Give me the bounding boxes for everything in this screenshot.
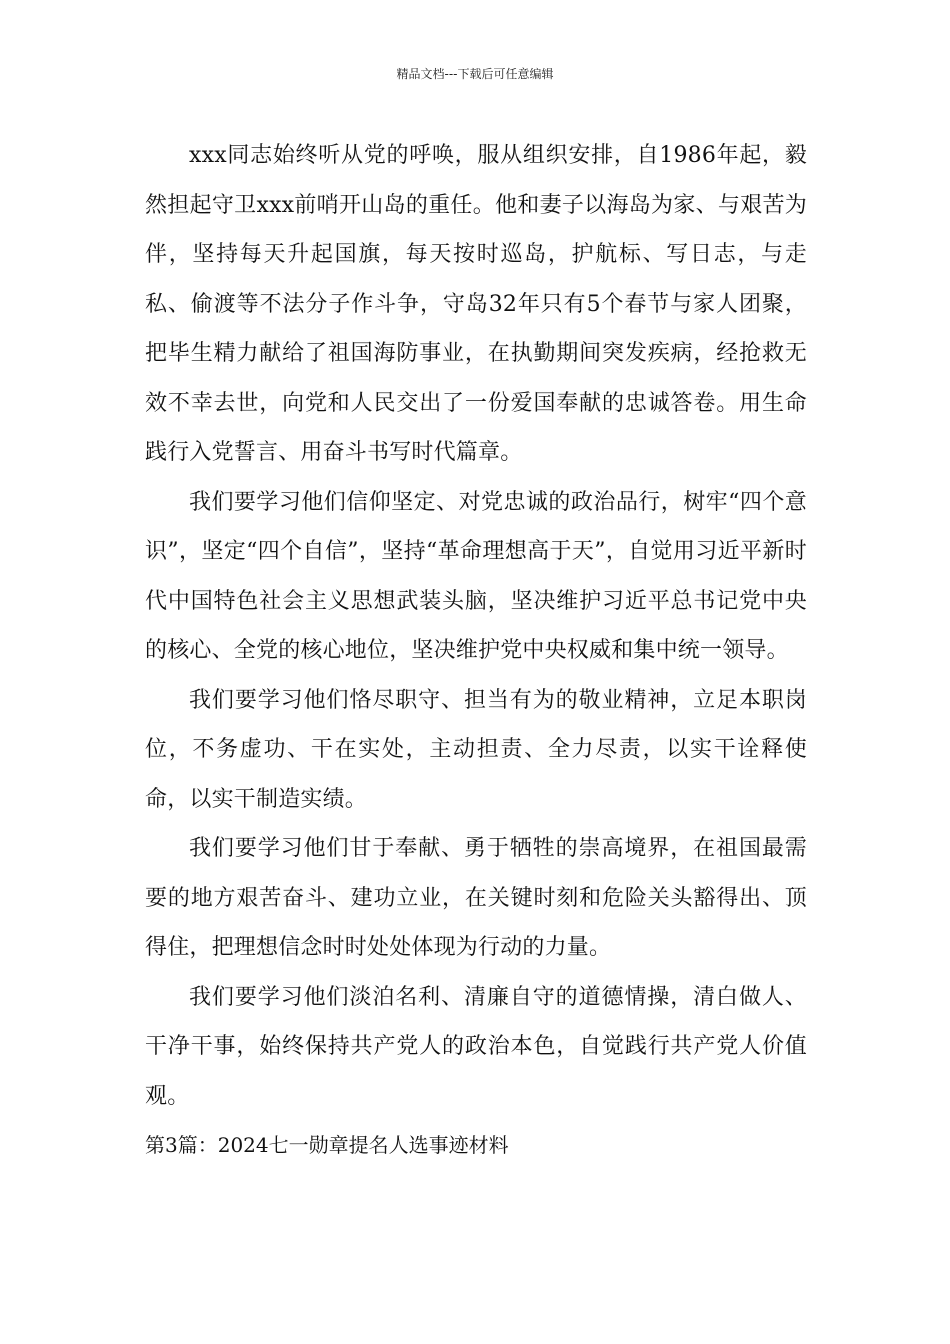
paragraph-1: xxx同志始终听从党的呼唤，服从组织安排，自1986年起，毅然担起守卫xxx前哨开山岛的重任。他和妻子以海岛为家、与艰苦为伴，坚持每天升起国旗，每天按时巡岛，护航标、写日志，与走私、偷渡等不法分子作斗争，守岛32年只有5个春节与家人团聚，把毕生精力献给了祖国海防事业，在执勤期间突发疾病，经抢救无效不幸去世，向党和人民交出了一份爱国奉献的忠诚答卷。用生命践行入党誓言、用奋斗书写时代篇章。 (145, 143, 807, 465)
document-body (145, 131, 807, 1171)
paragraph-3: 我们要学习他们恪尽职守、担当有为的敬业精神，立足本职岗位，不务虚功、干在实处，主动担责、全力尽责，以实干诠释使命，以实干制造实绩。 (145, 687, 807, 812)
paragraph-5: 我们要学习他们淡泊名利、清廉自守的道德情操，清白做人、干净干事，始终保持共产党人的政治本色，自觉践行共产党人价值观。 (145, 984, 807, 1109)
section-title: 第3篇：2024七一勋章提名人选事迹材料 (145, 1133, 509, 1157)
page-header: 精品文档---下载后可任意编辑 (396, 67, 554, 81)
paragraph-2: 我们要学习他们信仰坚定、对党忠诚的政治品行，树牢“四个意识”，坚定“四个自信”，坚持“革命理想高于天”，自觉用习近平新时代中国特色社会主义思想武装头脑，坚决维护习近平总书记党中央的核心、全党的核心地位，坚决维护党中央权威和集中统一领导。 (145, 489, 807, 663)
paragraph-4: 我们要学习他们甘于奉献、勇于牺牲的崇高境界，在祖国最需要的地方艰苦奋斗、建功立业，在关键时刻和危险关头豁得出、顶得住，把理想信念时时处处体现为行动的力量。 (145, 836, 807, 960)
